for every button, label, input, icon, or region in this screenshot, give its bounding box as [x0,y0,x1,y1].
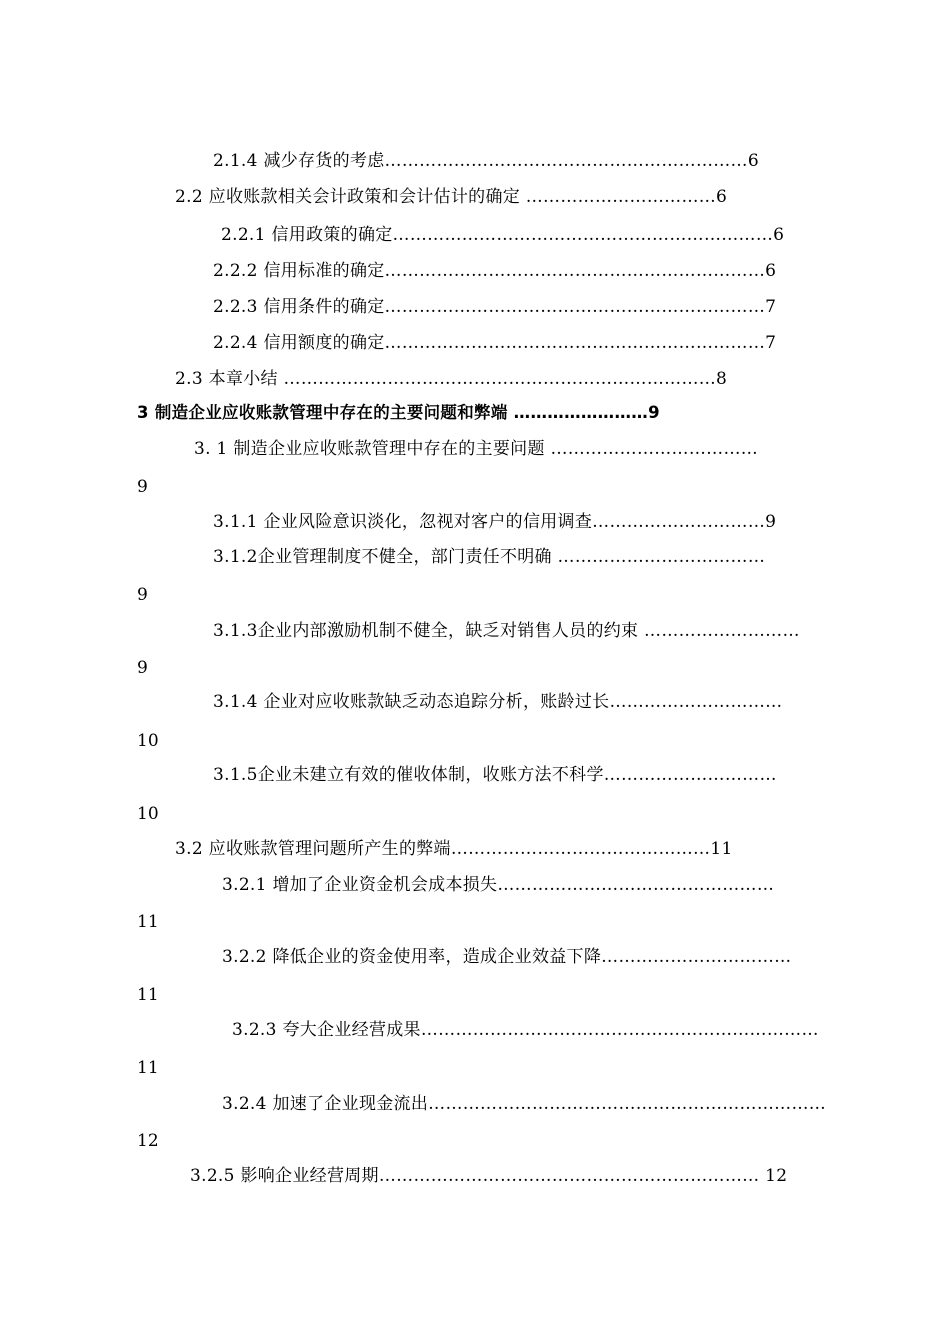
toc-page-number: 10 [137,804,159,824]
toc-page-number: 11 [137,1058,159,1078]
toc-entry: 2.2.4 信用额度的确定…………………………………………………………7 [213,333,777,353]
toc-page-number: 12 [137,1131,159,1151]
toc-entry: 3.2 应收账款管理问题所产生的弊端………………………………………11 [175,839,733,859]
toc-entry: 2.2.3 信用条件的确定…………………………………………………………7 [213,297,777,317]
toc-entry: 3.2.5 影响企业经营周期………………………………………………………… 12 [190,1166,788,1186]
toc-page-number: 9 [137,658,148,678]
toc-entry: 3.1.1 企业风险意识淡化，忽视对客户的信用调查…………………………9 [213,512,777,532]
toc-entry: 3. 1 制造企业应收账款管理中存在的主要问题 ……………………………… [194,439,759,459]
toc-entry: 2.1.4 减少存货的考虑………………………………………………………6 [213,151,759,171]
toc-page-number: 9 [137,585,148,605]
toc-entry: 3.1.4 企业对应收账款缺乏动态追踪分析，账龄过长………………………… [213,692,783,712]
toc-page-number: 11 [137,912,159,932]
toc-entry: 3.1.3企业内部激励机制不健全，缺乏对销售人员的约束 ……………………… [213,621,800,641]
toc-entry: 2.2.1 信用政策的确定…………………………………………………………6 [221,225,785,245]
toc-page-number: 10 [137,731,159,751]
toc-entry: 3.2.3 夸大企业经营成果…………………………………………………………… [232,1020,819,1040]
toc-entry: 3.1.2企业管理制度不健全，部门责任不明确 ……………………………… [213,547,766,567]
toc-entry: 2.2 应收账款相关会计政策和会计估计的确定 ……………………………6 [175,187,728,207]
toc-page-number: 11 [137,985,159,1005]
toc-entry: 2.2.2 信用标准的确定…………………………………………………………6 [213,261,777,281]
toc-entry: 3.2.4 加速了企业现金流出…………………………………………………………… [222,1094,827,1114]
toc-entry: 3.2.1 增加了企业资金机会成本损失………………………………………… [222,875,775,895]
toc-page-number: 9 [137,477,148,497]
toc-chapter: 3 制造企业应收账款管理中存在的主要问题和弊端 ……………………9 [137,403,660,422]
toc-entry: 3.1.5企业未建立有效的催收体制，收账方法不科学………………………… [213,765,777,785]
toc-entry: 3.2.2 降低企业的资金使用率，造成企业效益下降…………………………… [222,947,792,967]
toc-entry: 2.3 本章小结 …………………………………………………………………8 [175,369,728,389]
